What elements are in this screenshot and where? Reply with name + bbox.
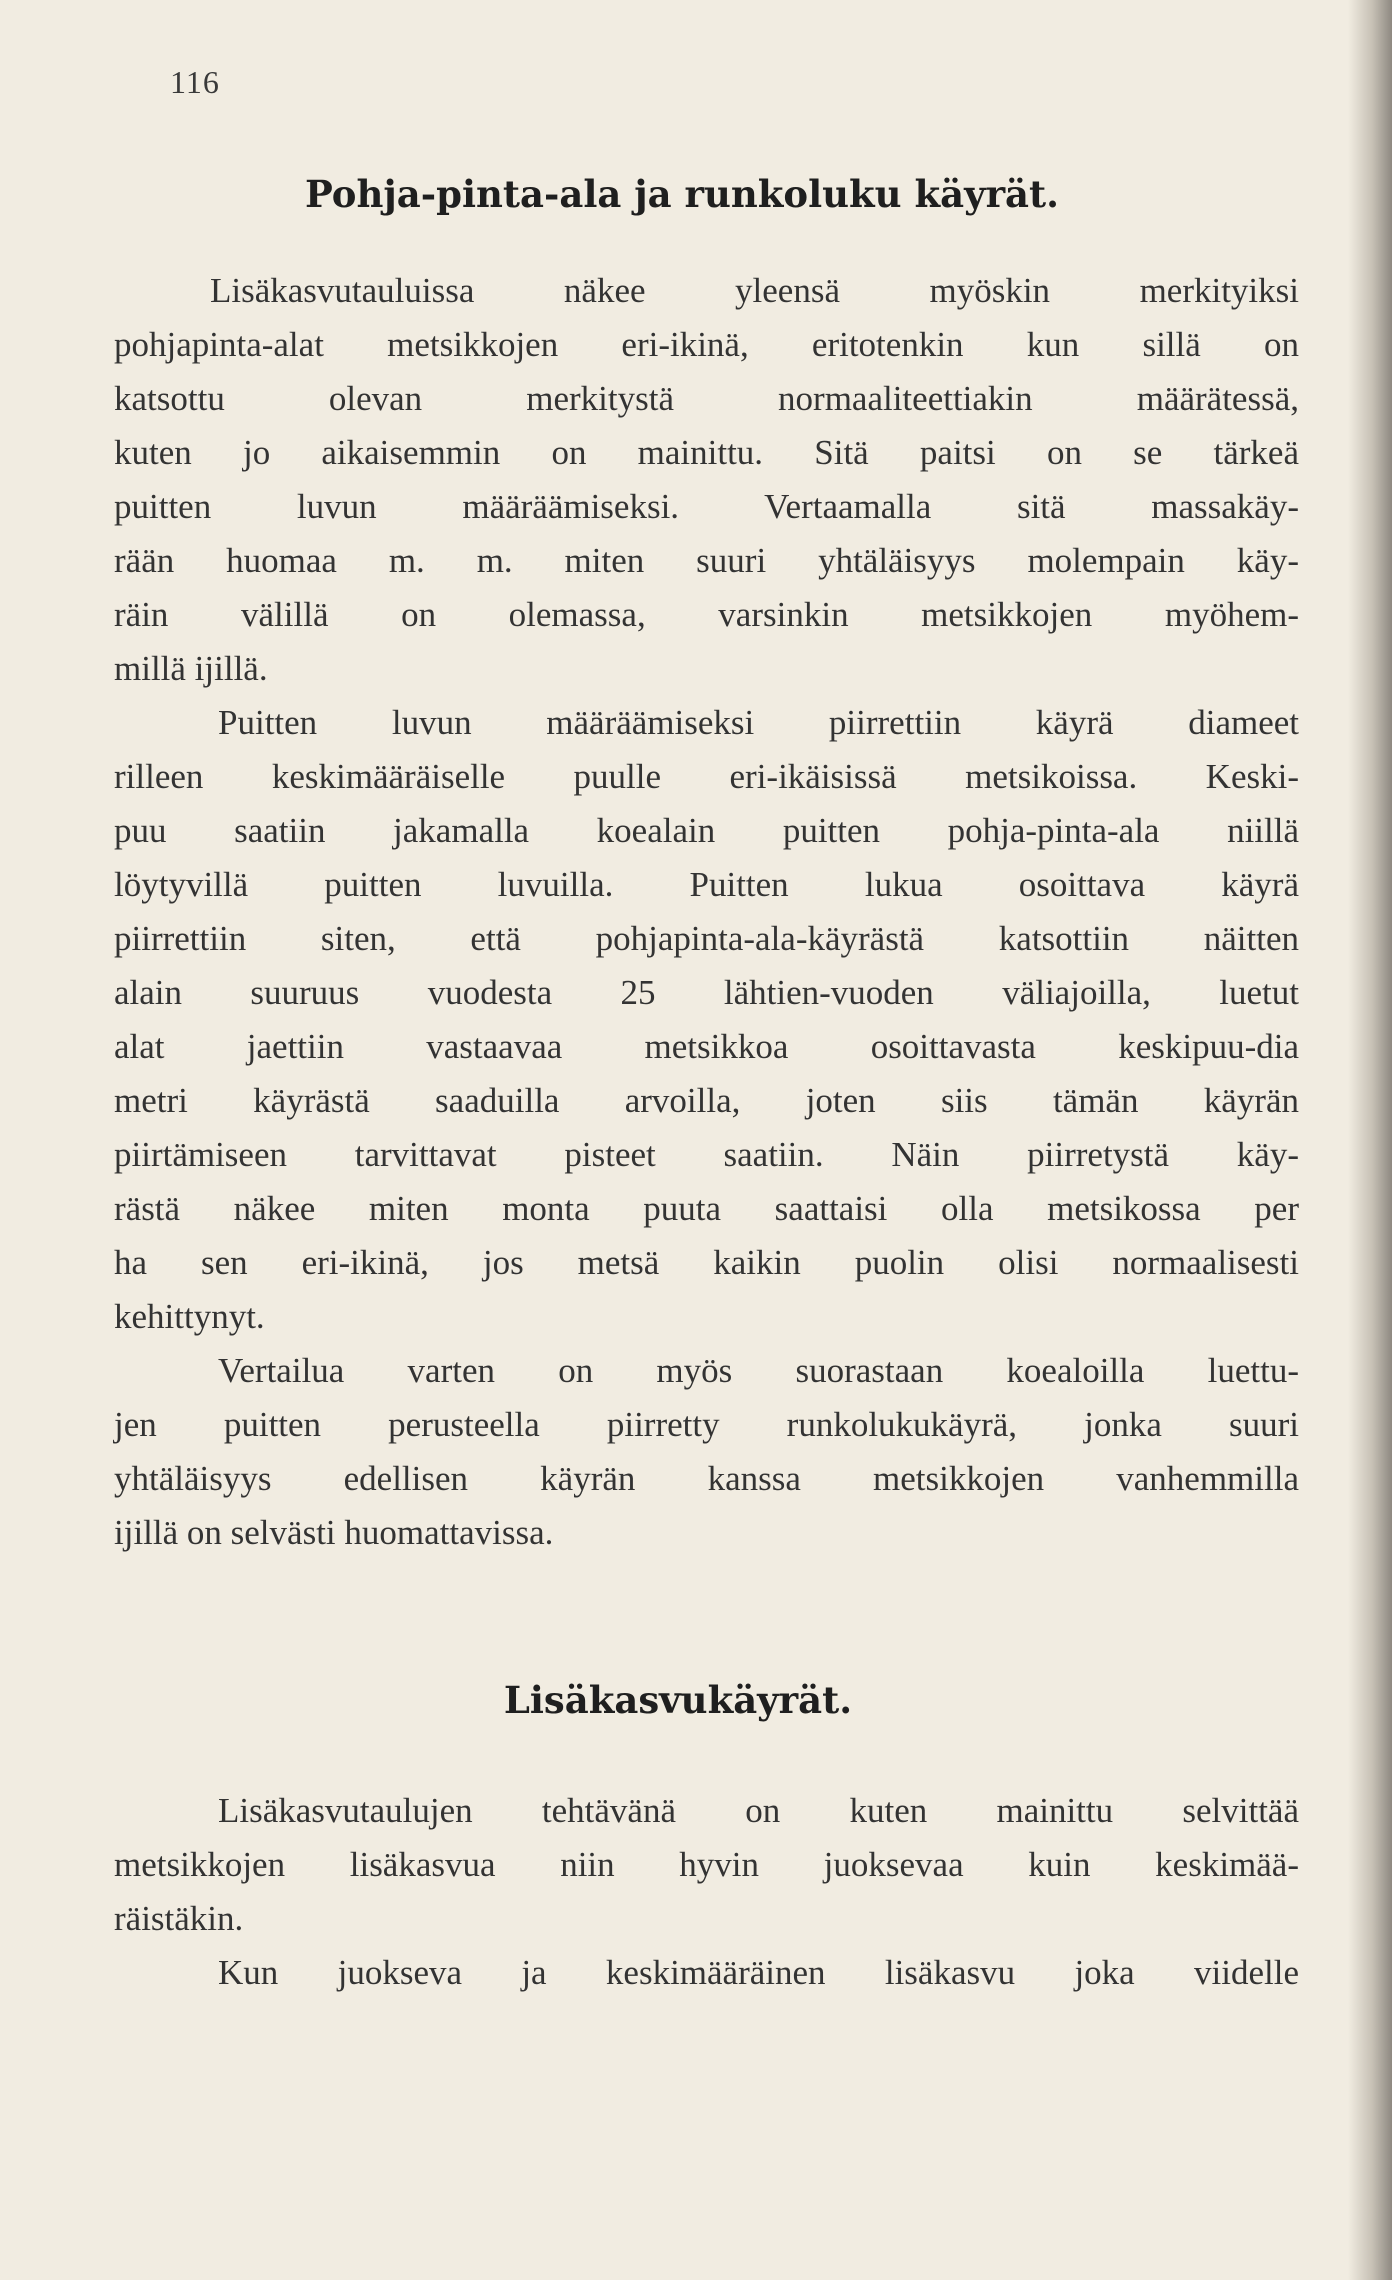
text-line: Vertailua varten on myös suorastaan koealoilla luettu- bbox=[218, 1351, 1299, 1390]
text-line: rästä näkee miten monta puuta saattaisi olla metsikossa per bbox=[114, 1189, 1299, 1228]
text-line: alain suuruus vuodesta 25 lähtien-vuoden väliajoilla, luetut bbox=[114, 973, 1299, 1012]
text-line: rilleen keskimääräiselle puulle eri-ikäisissä metsikoissa. Keski- bbox=[114, 757, 1299, 796]
text-line: ijillä on selvästi huomattavissa. bbox=[114, 1513, 554, 1552]
text-line: puitten luvun määräämiseksi. Vertaamalla sitä massakäy- bbox=[114, 487, 1299, 526]
section-title-pohja-pinta-ala: Pohja-pinta-ala ja runkoluku käyrät. bbox=[304, 172, 1060, 216]
text-line: Kun juokseva ja keskimääräinen lisäkasvu joka viidelle bbox=[218, 1953, 1299, 1992]
paragraph bbox=[114, 696, 1299, 1344]
text-line: ha sen eri-ikinä, jos metsä kaikin puolin olisi normaalisesti bbox=[114, 1243, 1299, 1282]
text-line: alat jaettiin vastaavaa metsikkoa osoittavasta keskipuu-dia bbox=[114, 1027, 1299, 1066]
text-line: kuten jo aikaisemmin on mainittu. Sitä paitsi on se tärkeä bbox=[114, 433, 1299, 472]
text-line: yhtäläisyys edellisen käyrän kanssa metsikkojen vanhemmilla bbox=[114, 1459, 1299, 1498]
text-line: piirrettiin siten, että pohjapinta-ala-käyrästä katsottiin näitten bbox=[114, 919, 1299, 958]
page-number: 116 bbox=[170, 64, 220, 100]
page-edge-shadow bbox=[1348, 0, 1392, 2280]
text-line: piirtämiseen tarvittavat pisteet saatiin. Näin piirretystä käy- bbox=[114, 1135, 1299, 1174]
paragraph bbox=[114, 1784, 1299, 1946]
paragraph bbox=[114, 1946, 1299, 2000]
text-line: jen puitten perusteella piirretty runkolukukäyrä, jonka suuri bbox=[114, 1405, 1299, 1444]
text-line: metri käyrästä saaduilla arvoilla, joten siis tämän käyrän bbox=[114, 1081, 1299, 1120]
section-title-lisakasvukayrat: Lisäkasvukäyrät. bbox=[503, 1678, 853, 1722]
paragraph bbox=[114, 1344, 1299, 1560]
text-line: Puitten luvun määräämiseksi piirrettiin käyrä diameet bbox=[218, 703, 1299, 742]
text-line: kehittynyt. bbox=[114, 1297, 265, 1336]
text-line: katsottu olevan merkitystä normaaliteettiakin määrätessä, bbox=[114, 379, 1299, 418]
section2-body bbox=[114, 1784, 1299, 2000]
text-line: räistäkin. bbox=[114, 1899, 244, 1938]
text-line: millä ijillä. bbox=[114, 649, 268, 688]
text-line: rään huomaa m. m. miten suuri yhtäläisyys molempain käy- bbox=[114, 541, 1299, 580]
text-line: Lisäkasvutauluissa näkee yleensä myöskin merkityiksi bbox=[210, 271, 1299, 310]
text-line: puu saatiin jakamalla koealain puitten pohja-pinta-ala niillä bbox=[114, 811, 1299, 850]
text-line: pohjapinta-alat metsikkojen eri-ikinä, eritotenkin kun sillä on bbox=[114, 325, 1299, 364]
paragraph bbox=[114, 264, 1299, 696]
text-line: löytyvillä puitten luvuilla. Puitten lukua osoittava käyrä bbox=[114, 865, 1299, 904]
text-line: Lisäkasvutaulujen tehtävänä on kuten mainittu selvittää bbox=[218, 1791, 1299, 1830]
text-line: metsikkojen lisäkasvua niin hyvin juoksevaa kuin keskimää- bbox=[114, 1845, 1299, 1884]
text-line: räin välillä on olemassa, varsinkin metsikkojen myöhem- bbox=[114, 595, 1299, 634]
section1-body bbox=[114, 264, 1299, 1560]
